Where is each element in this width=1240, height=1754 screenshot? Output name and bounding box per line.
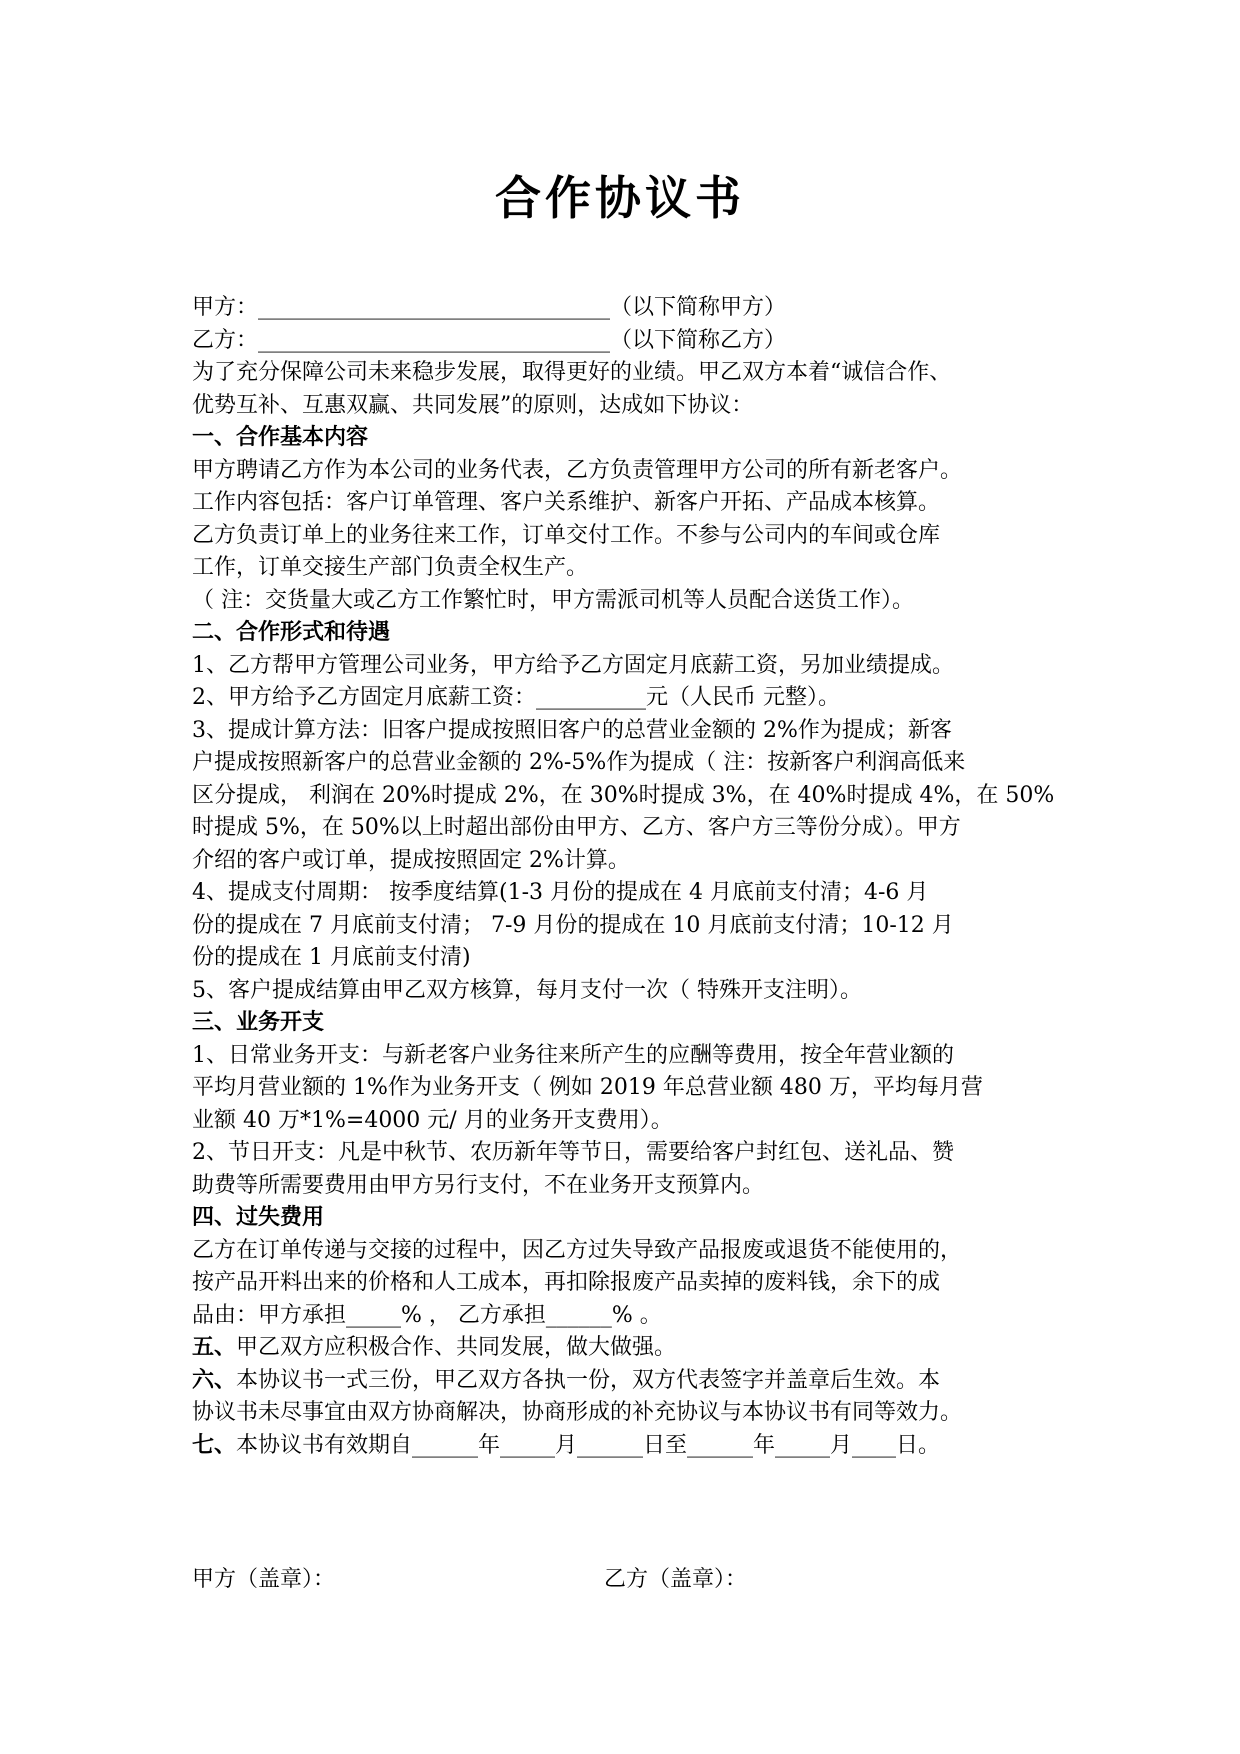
intro-line: 优势互补、互惠双赢、共同发展”的原则，达成如下协议：	[192, 392, 754, 418]
clause-number: 七、	[192, 1432, 237, 1458]
paragraph-line: 1、日常业务开支：与新老客户业务往来所产生的应酬等费用，按全年营业额的	[192, 1042, 954, 1068]
paragraph-line: 乙方在订单传递与交接的过程中，因乙方过失导致产品报废或退货不能使用的，	[192, 1237, 963, 1263]
paragraph-line: 3、提成计算方法：旧客户提成按照旧客户的总营业金额的 2%作为提成；新客	[192, 717, 952, 743]
clause-text: 本协议书一式三份，甲乙双方各执一份，双方代表签字并盖章后生效。本	[236, 1367, 941, 1393]
section-heading-fault-cost: 四、过失费用	[192, 1205, 325, 1230]
clause-number: 六、	[192, 1367, 237, 1393]
section-heading-basic-content: 一、合作基本内容	[192, 425, 369, 450]
party-b-seal-label: 乙方（盖章）：	[604, 1567, 748, 1592]
paragraph-line: 品由：甲方承担_____% ， 乙方承担______% 。	[192, 1302, 662, 1328]
paragraph-line: 户提成按照新客户的总营业金额的 2%-5%作为提成（ 注：按新客户利润高低来	[192, 750, 966, 775]
signature-block	[192, 1564, 1052, 1598]
paragraph-line: 助费等所需要费用由甲方另行支付，不在业务开支预算内。	[192, 1172, 765, 1198]
document-title: 合作协议书	[495, 171, 745, 225]
section-heading-cooperation-form: 二、合作形式和待遇	[192, 620, 391, 645]
paragraph-line: 份的提成在 1 月底前支付清)	[192, 945, 471, 970]
paragraph-line: 工作，订单交接生产部门负责全权生产。	[192, 555, 589, 580]
intro-line: 为了充分保障公司未来稳步发展，取得更好的业绩。甲乙双方本着“诚信合作、	[192, 360, 952, 385]
paragraph-line: （ 注：交货量大或乙方工作繁忙时，甲方需派司机等人员配合送货工作）。	[192, 587, 914, 613]
paragraph-line: 乙方负责订单上的业务往来工作，订单交付工作。不参与公司内的车间或仓库	[192, 522, 941, 548]
paragraph-line: 4、提成支付周期： 按季度结算(1-3 月份的提成在 4 月底前支付清；4-6 月	[192, 880, 929, 905]
paragraph-line: 平均月营业额的 1%作为业务开支（ 例如 2019 年总营业额 480 万，平均每月营	[192, 1075, 983, 1100]
clause-number: 五、	[192, 1335, 237, 1360]
paragraph-line: 甲方聘请乙方作为本公司的业务代表，乙方负责管理甲方公司的所有新老客户。	[192, 457, 963, 483]
paragraph-line: 按产品开料出来的价格和人工成本，再扣除报废产品卖掉的废料钱，余下的成	[192, 1270, 941, 1295]
clause-text: 甲乙双方应积极合作、共同发展，做大做强。	[236, 1335, 677, 1360]
clause-five	[192, 1332, 1052, 1365]
party-a-seal-label: 甲方（盖章）：	[192, 1567, 336, 1592]
party-b-line: 乙方：________________________________（以下简称乙方）	[192, 327, 787, 353]
paragraph-line: 份的提成在 7 月底前支付清； 7-9 月份的提成在 10 月底前支付清；10-12 月	[192, 912, 954, 938]
clause-six-continued: 协议书未尽事宜由双方协商解决，协商形成的补充协议与本协议书有同等效力。	[192, 1400, 963, 1425]
paragraph-line: 2、节日开支：凡是中秋节、农历新年等节日，需要给客户封红包、送礼品、赞	[192, 1140, 954, 1165]
paragraph-line: 工作内容包括：客户订单管理、客户关系维护、新客户开拓、产品成本核算。	[192, 490, 941, 515]
clause-six	[192, 1365, 1052, 1398]
paragraph-line: 2、甲方给予乙方固定月底薪工资：__________元（人民币 元整）。	[192, 685, 840, 710]
paragraph-line: 5、客户提成结算由甲乙双方核算，每月支付一次（ 特殊开支注明）。	[192, 977, 862, 1003]
section-heading-business-expense: 三、业务开支	[192, 1010, 325, 1035]
agreement-body	[192, 292, 1055, 1462]
paragraph-line: 区分提成， 利润在 20%时提成 2%，在 30%时提成 3%，在 40%时提成 4%，在 50%	[192, 782, 1055, 808]
paragraph-line: 时提成 5%，在 50%以上时超出部份由甲方、乙方、客户方三等份分成）。甲方	[192, 815, 961, 840]
clause-seven	[192, 1430, 1052, 1463]
paragraph-line: 1、乙方帮甲方管理公司业务，甲方给予乙方固定月底薪工资，另加业绩提成。	[192, 652, 954, 678]
party-a-line: 甲方：________________________________（以下简称甲方）	[192, 295, 787, 320]
paragraph-line: 介绍的客户或订单，提成按照固定 2%计算。	[192, 847, 630, 873]
paragraph-line: 业额 40 万*1%=4000 元/ 月的业务开支费用）。	[192, 1107, 673, 1133]
clause-text: 本协议书有效期自______年_____月______日至______年_____月____日。	[236, 1432, 941, 1458]
